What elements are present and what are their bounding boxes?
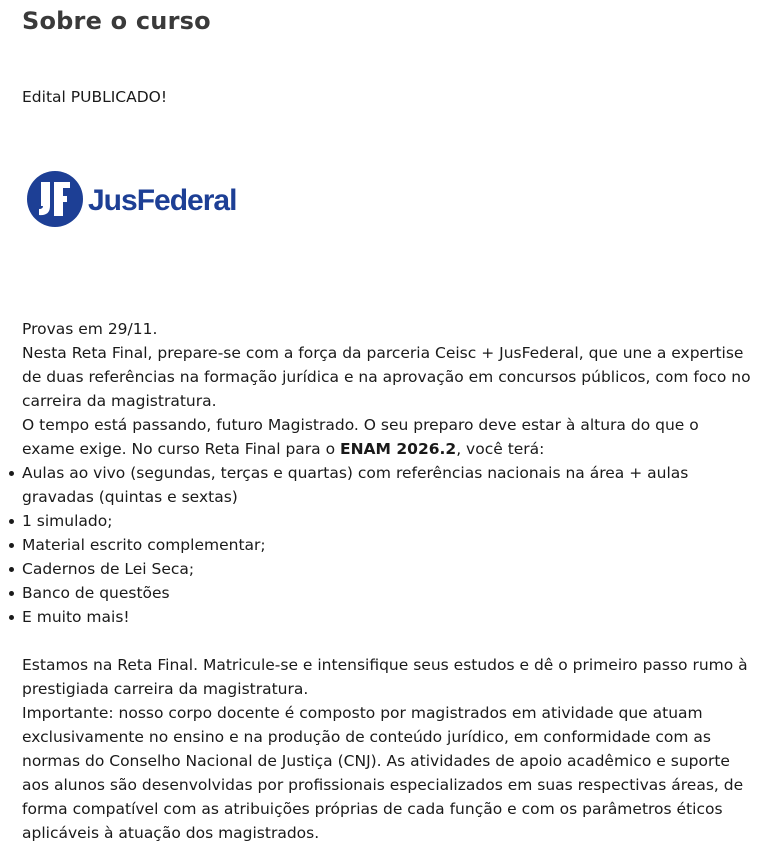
announcement-text: Edital PUBLICADO! (22, 88, 168, 106)
list-item: Aulas ao vivo (segundas, terças e quartas) com referências nacionais na área + aulas gravadas (quintas e sextas) (22, 461, 752, 509)
page-title: Sobre o curso (22, 7, 211, 35)
intro-paragraph: Nesta Reta Final, prepare-se com a força da parceria Ceisc + JusFederal, que une a expertise de duas referências na formação jurídica e na aprovação em concursos públicos, com foco no carreira da magistratura. (22, 344, 751, 410)
list-item: Cadernos de Lei Seca; (22, 557, 752, 581)
important-notice: Importante: nosso corpo docente é composto por magistrados em atividade que atuam exclusivamente no ensino e na produção de conteúdo jurídico, em conformidade com as normas do Conselho Nacional de Justiça (CNJ). As atividades de apoio acadêmico e suporte aos alunos são desenvolvidas por profissionais especializados em suas respectivas áreas, de forma compatível com as atribuições próprias de cada função e com os parâmetros éticos aplicáveis à atuação dos magistrados. (22, 704, 744, 842)
closing-paragraph: Estamos na Reta Final. Matricule-se e intensifique seus estudos e dê o primeiro passo rumo à prestigiada carreira da magistratura. (22, 656, 748, 698)
list-item: Banco de questões (22, 581, 752, 605)
jusfederal-logo-icon (24, 168, 254, 230)
exam-name-highlight: ENAM 2026.2 (340, 440, 457, 458)
list-item: Material escrito complementar; (22, 533, 752, 557)
jusfederal-logo (24, 168, 254, 230)
list-item: 1 simulado; (22, 509, 752, 533)
list-item: E muito mais! (22, 605, 752, 629)
exam-date: Provas em 29/11. (22, 320, 158, 338)
lead-text-after: , você terá: (456, 440, 545, 458)
lead-paragraph (22, 413, 752, 461)
logo-wordmark: JusFederal (88, 184, 237, 217)
lead-text-before: O tempo está passando, futuro Magistrado. O seu preparo deve estar à altura do que o exame exige. No curso Reta Final para o (22, 416, 699, 458)
spacer (22, 629, 752, 653)
course-body (22, 317, 752, 845)
features-list (22, 461, 752, 629)
